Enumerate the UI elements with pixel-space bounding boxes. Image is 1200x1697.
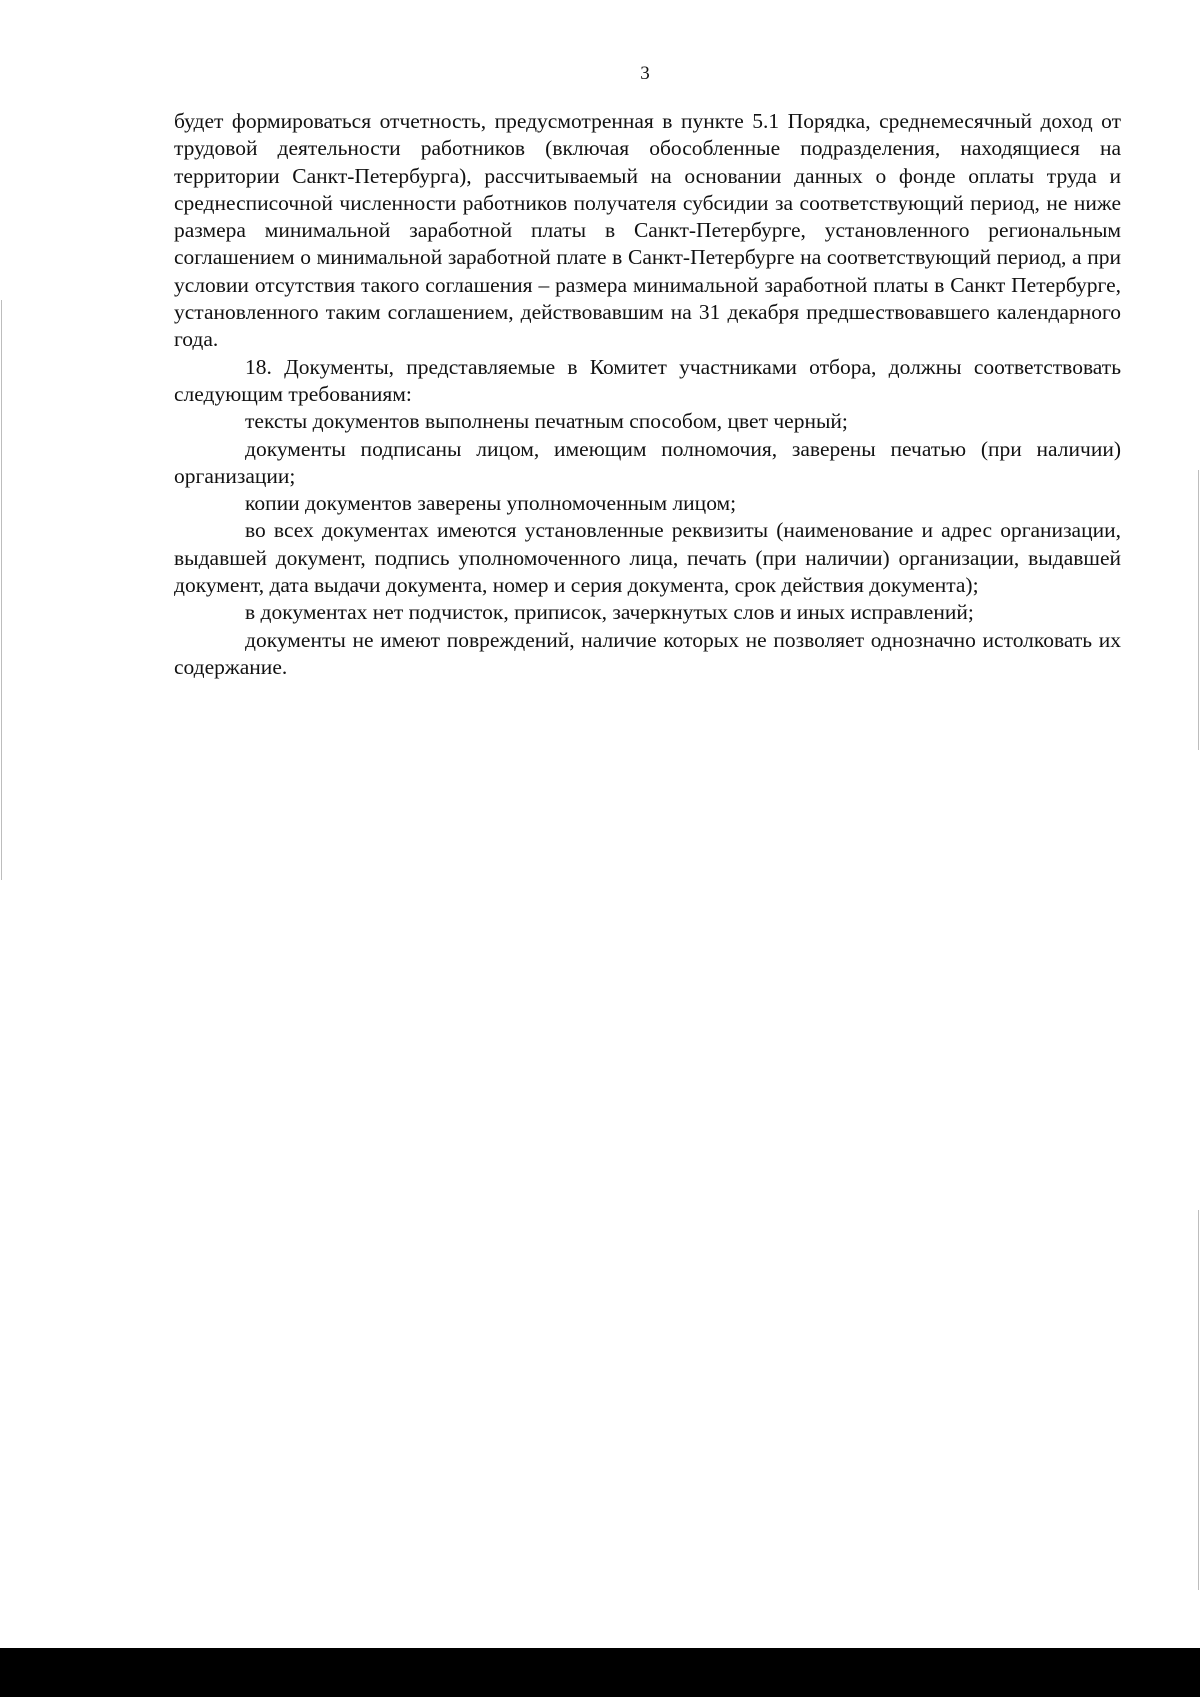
requirement-print-method: тексты документов выполнены печатным способом, цвет черный; bbox=[245, 409, 848, 434]
requirement-copies-certified: копии документов заверены уполномоченным лицом; bbox=[245, 491, 737, 516]
paragraph-continuation: будет формироваться отчетность, предусмотренная в пункте 5.1 Порядка, среднемесячный доход от трудовой деятельности работников (включая обособленные подразделения, находящиеся на территории Санкт-Петербурга), рассчитываемый на основании данных о фонде оплаты труда и среднесписочной численности работников получателя субсидии за соответствующий период, не ниже размера минимальной заработной платы в Санкт-Петербурге, установленного региональным соглашением о минимальной заработной плате в Санкт-Петербурге на соответствующий период, а при условии отсутствия такого соглашения – размера минимальной заработной платы в Санкт Петербурге, установленного таким соглашением, действовавшим на 31 декабря предшествовавшего календарного года. bbox=[174, 109, 1121, 352]
scan-bottom-band bbox=[0, 1648, 1200, 1697]
paragraph-item-18: 18. Документы, представляемые в Комитет участниками отбора, должны соответствовать следующим требованиям: bbox=[174, 354, 1121, 406]
requirement-signed-sealed: документы подписаны лицом, имеющим полномочия, заверены печатью (при наличии) организации; bbox=[174, 436, 1121, 488]
scan-edge-mark-right-lower bbox=[1198, 1210, 1199, 1590]
requirement-no-corrections: в документах нет подчисток, приписок, зачеркнутых слов и иных исправлений; bbox=[245, 600, 974, 625]
page-number: 3 bbox=[640, 63, 650, 84]
scan-edge-mark-right bbox=[1198, 470, 1199, 750]
requirement-no-damage: документы не имеют повреждений, наличие которых не позволяет однозначно истолковать их содержание. bbox=[174, 627, 1121, 679]
scan-edge-mark-left bbox=[1, 300, 2, 880]
requirement-details-present: во всех документах имеются установленные реквизиты (наименование и адрес организации, выдавшей документ, подпись уполномоченного лица, печать (при наличии) организации, выдавшей документ, дата выдачи документа, номер и серия документа, срок действия документа); bbox=[174, 518, 1121, 598]
body-text bbox=[174, 108, 1121, 681]
